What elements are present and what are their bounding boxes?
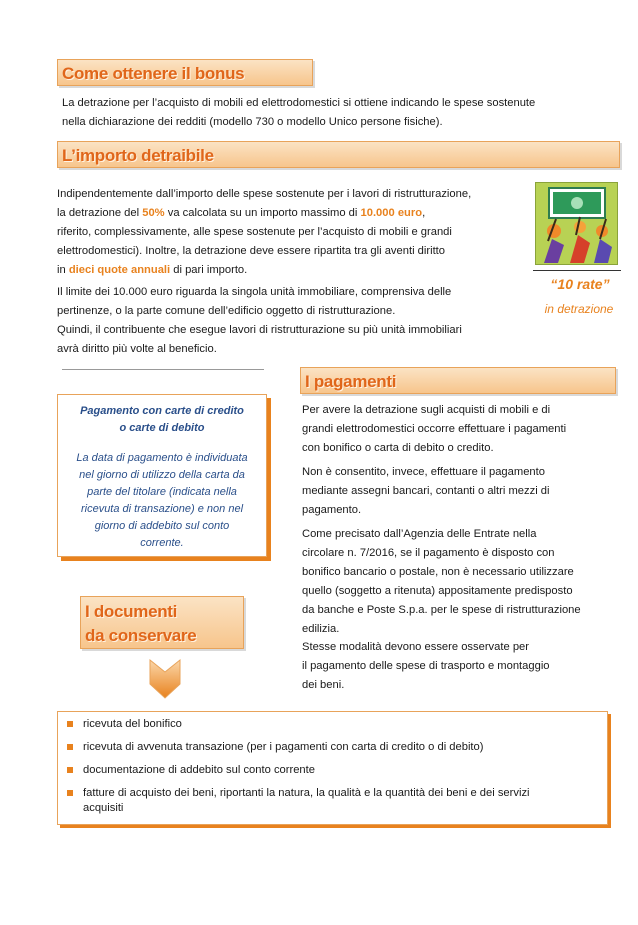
text-line: pertinenze, o la parte comune dell’edificio oggetto di ristrutturazione. [57,305,396,317]
bullet-square-icon [67,744,73,750]
text-line: grandi elettrodomestici occorre effettuare i pagamenti [302,423,567,435]
percent-highlight: 50% [142,207,165,219]
rate-caption: “10 rate” [550,276,610,292]
text-line: Come precisato dall’Agenzia delle Entrate nella [302,528,537,540]
text-line: Il limite dei 10.000 euro riguarda la singola unità immobiliare, comprensiva delle [57,286,452,298]
pagamenti-paragraph-3 [302,525,581,639]
text-line: fatture di acquisto dei beni, riportanti la natura, la qualità e la quantità dei beni e dei servizi [83,787,530,799]
text-fragment: di pari importo. [170,264,248,276]
text-line: con bonifico o carta di debito o credito. [302,442,494,454]
text-line: o carte di debito [119,422,205,434]
text-line: nel giorno di utilizzo della carta da [79,469,245,481]
text-line: Pagamento con carte di credito [80,405,244,417]
text-line: parte del titolare (indicata nella [87,486,237,498]
card-body [63,450,261,552]
text-line: edilizia. [302,623,340,635]
section-header-importo-detraibile [57,141,620,168]
text-line: da banche e Poste S.p.a. per le spese di ristrutturazione [302,604,581,616]
text-line: nella dichiarazione dei redditi (modello 730 o modello Unico persone fisiche). [62,116,443,128]
text-line: documentazione di addebito sul conto corrente [83,764,315,776]
text-line: corrente. [140,537,184,549]
text-line: ricevuta del bonifico [83,718,182,730]
section-header-documenti [80,596,244,649]
list-item [67,717,597,732]
rate-subcaption: in detrazione [544,302,614,316]
text-line: mediante assegni bancari, contanti o altri mezzi di [302,485,550,497]
section-header-pagamenti [300,367,616,394]
text-line: avrà diritto più volte al beneficio. [57,343,217,355]
amount-highlight: 10.000 euro [360,207,423,219]
bullet-square-icon [67,767,73,773]
text-line [57,261,471,280]
list-item [67,740,597,755]
pagamenti-paragraph-2 [302,463,550,520]
text-line: riferito, complessivamente, alle spese sostenute per l’acquisto di mobili e grandi [57,226,452,238]
bullet-square-icon [67,790,73,796]
section-title: Come ottenere il bonus [62,64,245,83]
people-with-money-illustration [535,182,618,265]
text-fragment: in [57,264,69,276]
documents-list [67,717,597,816]
text-line: pagamento. [302,504,362,516]
text-line: La detrazione per l’acquisto di mobili ed elettrodomestici si ottiene indicando le spese sostenute [62,97,536,109]
documents-list-box [57,711,608,825]
text-line: La data di pagamento è individuata [76,452,248,464]
importo-paragraph-2 [57,283,462,359]
section-title-line: da conservare [85,626,197,645]
text-fragment: la detrazione del [57,207,143,219]
text-line: Quindi, il contribuente che esegue lavori di ristrutturazione su più unità immobiliari [57,324,462,336]
text-line: giorno di addebito sul conto [94,520,230,532]
text-line: il pagamento delle spese di trasporto e montaggio [302,660,550,672]
text-fragment: , [422,207,426,219]
text-line: quello (soggetto a ritenuta) appositamente predisposto [302,585,573,597]
section-title: L’importo detraibile [62,146,214,165]
text-line [57,204,471,223]
list-item [67,763,597,778]
bullet-square-icon [67,721,73,727]
text-line: ricevuta di transazione) e non nel [80,503,244,515]
intro-paragraph [62,94,535,132]
section-title-line: I documenti [85,602,178,621]
caption-rule [533,270,621,271]
text-line: acquisiti [83,802,124,814]
section-title: I pagamenti [305,372,397,391]
card-payment-note [57,394,267,557]
card-title [63,403,261,437]
section-header-come-ottenere [57,59,313,86]
text-line: elettrodomestici). Inoltre, la detrazione deve essere ripartita tra gli aventi diritto [57,245,446,257]
text-line: circolare n. 7/2016, se il pagamento è disposto con [302,547,555,559]
text-line: Non è consentito, invece, effettuare il pagamento [302,466,545,478]
text-line: Indipendentemente dall’importo delle spese sostenute per i lavori di ristrutturazione, [57,188,472,200]
quote-highlight: dieci quote annuali [68,264,171,276]
text-line: Stesse modalità devono essere osservate per [302,641,529,653]
text-line: ricevuta di avvenuta transazione (per i pagamenti con carta di credito o di debito) [83,741,484,753]
divider [62,369,264,370]
pagamenti-paragraph-1 [302,401,566,458]
text-line: Per avere la detrazione sugli acquisti di mobili e di [302,404,551,416]
text-line: bonifico bancario o postale, non è necessario utilizzare [302,566,574,578]
pagamenti-paragraph-4 [302,638,550,695]
list-item [67,786,597,816]
text-line: dei beni. [302,679,345,691]
importo-paragraph-1 [57,185,471,280]
text-fragment: va calcolata su un importo massimo di [164,207,361,219]
down-arrow-icon [148,658,182,700]
